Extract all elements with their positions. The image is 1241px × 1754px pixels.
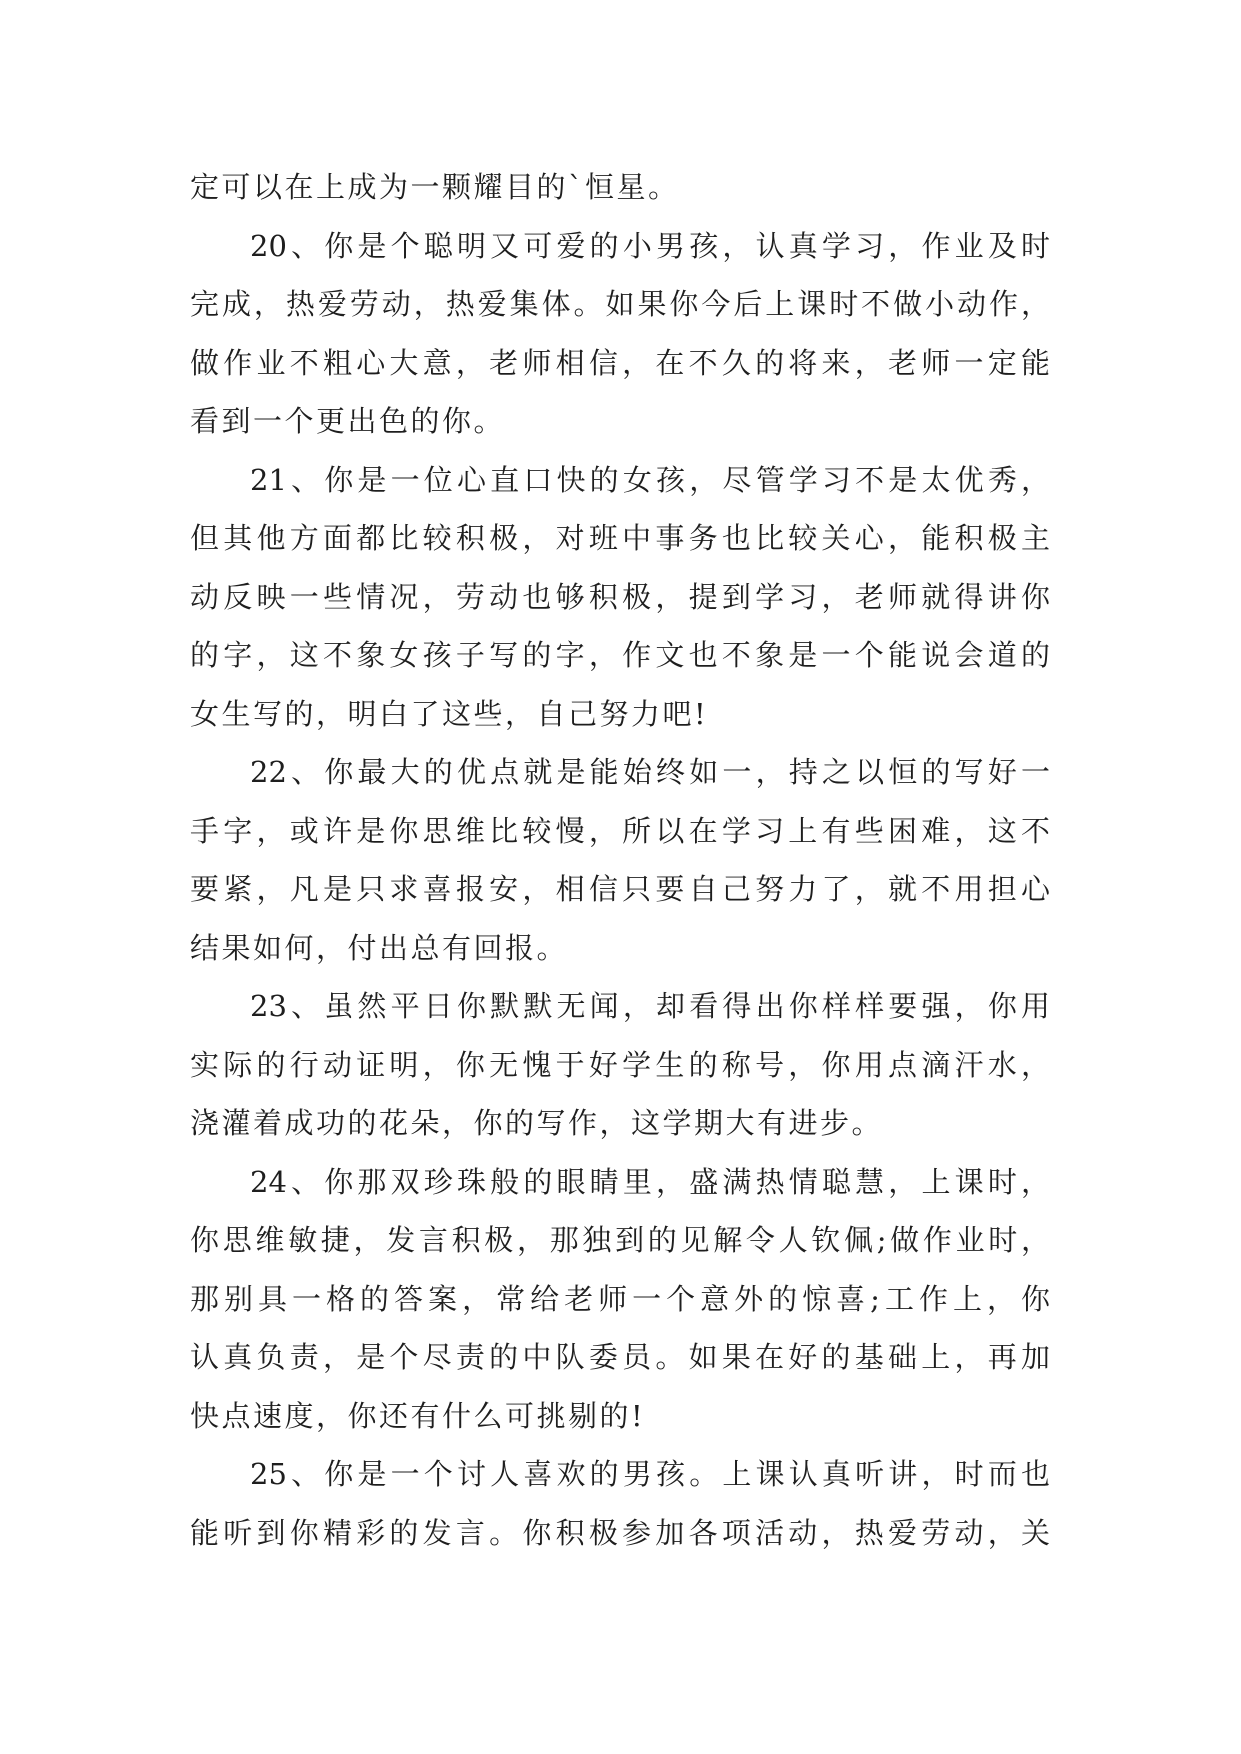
text-line: 23、虽然平日你默默无闻，却看得出你样样要强，你用 bbox=[250, 989, 1050, 1023]
text-line: 结果如何，付出总有回报。 bbox=[190, 930, 569, 965]
text-line: 实际的行动证明，你无愧于好学生的称号，你用点滴汗水， bbox=[190, 1047, 1050, 1082]
text-line: 要紧，凡是只求喜报安，相信只要自己努力了，就不用担心 bbox=[190, 872, 1050, 906]
text-line: 能听到你精彩的发言。你积极参加各项活动，热爱劳动，关 bbox=[190, 1515, 1050, 1550]
text-line: 22、你最大的优点就是能始终如一，持之以恒的写好一 bbox=[250, 755, 1050, 789]
paragraph-25 bbox=[190, 1445, 1050, 1562]
text-line: 定可以在上成为一颗耀目的`恒星。 bbox=[190, 170, 680, 204]
text-line: 那别具一格的答案，常给老师一个意外的惊喜;工作上，你 bbox=[190, 1281, 1050, 1316]
text-line: 25、你是一个讨人喜欢的男孩。上课认真听讲，时而也 bbox=[250, 1457, 1050, 1491]
text-line: 手字，或许是你思维比较慢，所以在学习上有些困难，这不 bbox=[190, 813, 1050, 848]
text-line: 动反映一些情况，劳动也够积极，提到学习，老师就得讲你 bbox=[190, 579, 1050, 614]
paragraph-24 bbox=[190, 1153, 1050, 1446]
paragraph-23 bbox=[190, 977, 1050, 1153]
text-line: 女生写的，明白了这些，自己努力吧! bbox=[190, 696, 709, 731]
paragraph-21 bbox=[190, 451, 1050, 744]
text-line: 但其他方面都比较积极，对班中事务也比较关心，能积极主 bbox=[190, 521, 1050, 555]
text-line: 20、你是个聪明又可爱的小男孩，认真学习，作业及时 bbox=[250, 228, 1050, 263]
document-body bbox=[190, 158, 1050, 1562]
paragraph-20 bbox=[190, 217, 1050, 451]
text-line: 认真负责，是个尽责的中队委员。如果在好的基础上，再加 bbox=[190, 1340, 1050, 1374]
text-line: 你思维敏捷，发言积极，那独到的见解令人钦佩;做作业时， bbox=[190, 1223, 1050, 1257]
text-line: 的字，这不象女孩子写的字，作文也不象是一个能说会道的 bbox=[190, 638, 1050, 672]
text-line: 看到一个更出色的你。 bbox=[190, 404, 506, 438]
text-line: 做作业不粗心大意，老师相信，在不久的将来，老师一定能 bbox=[190, 345, 1050, 380]
paragraph-22 bbox=[190, 743, 1050, 977]
text-line: 21、你是一位心直口快的女孩，尽管学习不是太优秀， bbox=[250, 462, 1050, 497]
text-line: 浇灌着成功的花朵，你的写作，这学期大有进步。 bbox=[190, 1106, 884, 1140]
text-line: 完成，热爱劳动，热爱集体。如果你今后上课时不做小动作， bbox=[190, 287, 1050, 321]
paragraph-19-tail bbox=[190, 158, 1050, 217]
text-line: 快点速度，你还有什么可挑剔的! bbox=[190, 1398, 646, 1433]
text-line: 24、你那双珍珠般的眼睛里，盛满热情聪慧，上课时， bbox=[250, 1164, 1050, 1199]
